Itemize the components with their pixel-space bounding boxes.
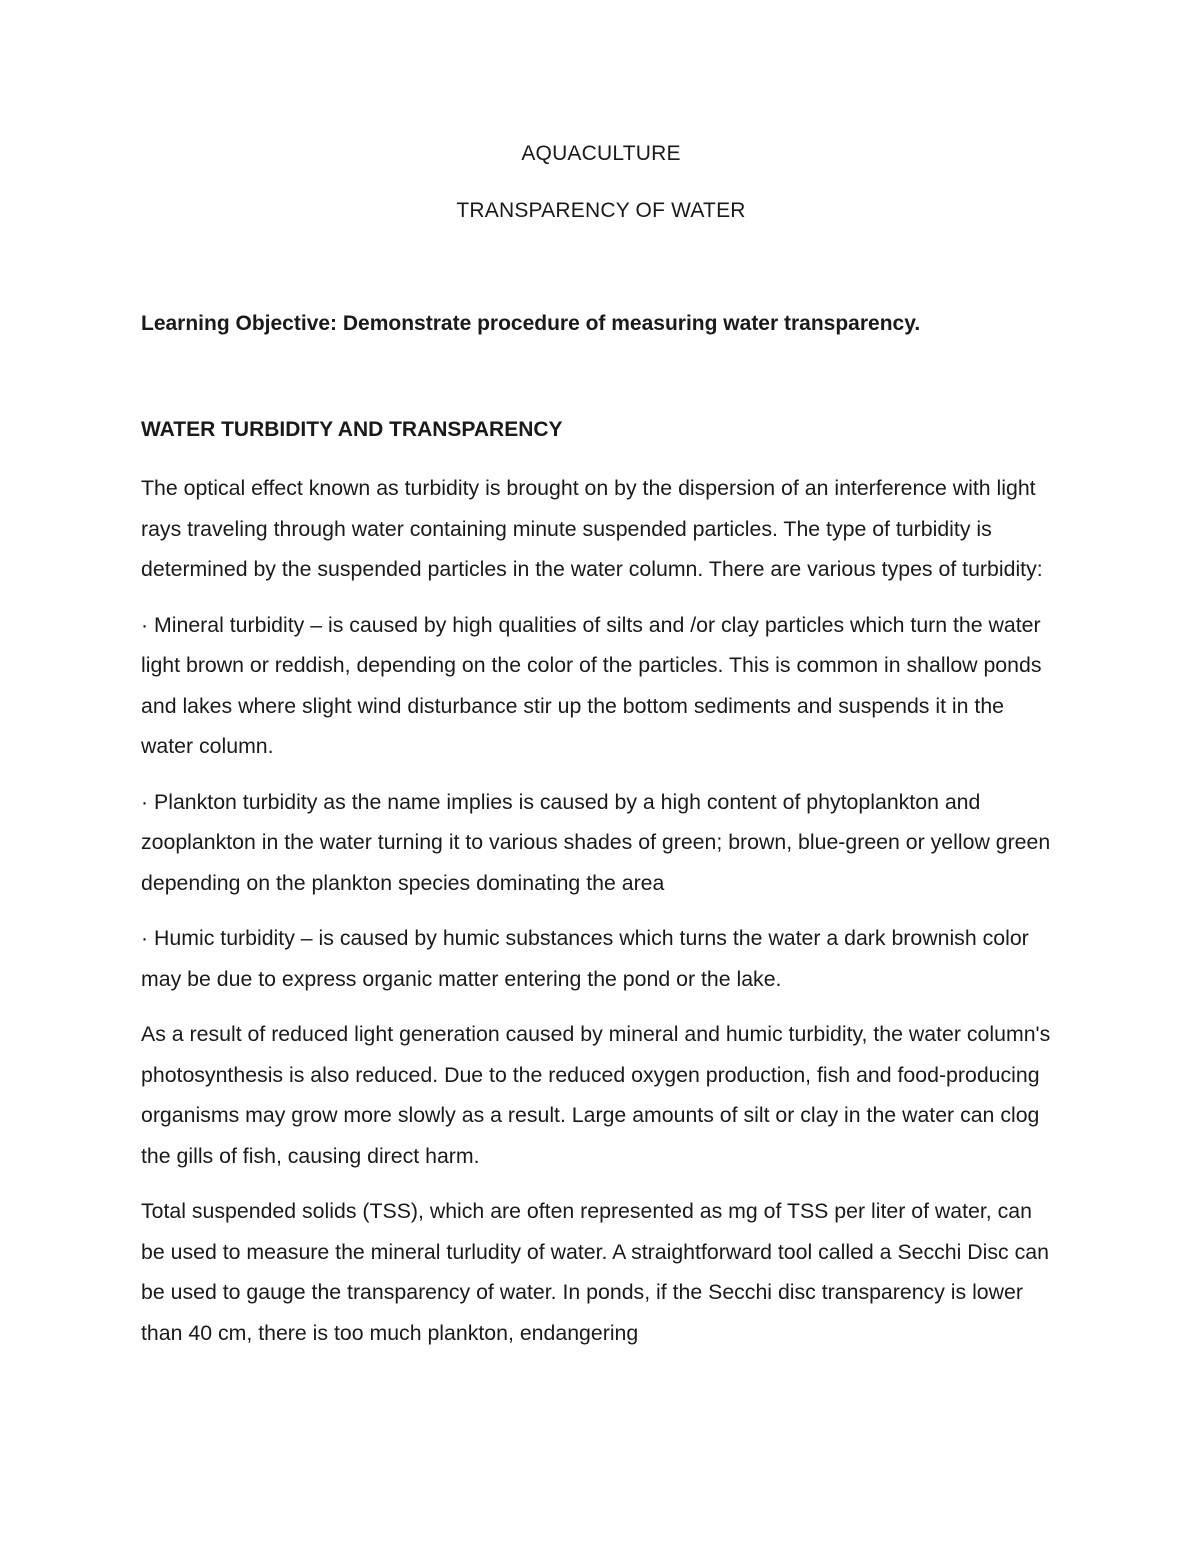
document-subtitle: TRANSPARENCY OF WATER [456,199,746,222]
document-title: AQUACULTURE [521,142,681,165]
section-heading: WATER TURBIDITY AND TRANSPARENCY [141,418,563,441]
paragraph-intro: The optical effect known as turbidity is brought on by the dispersion of an interference with light rays traveling through water containing minute suspended particles. The type of turbidity is determined by the suspended particles in the water column. There are various types of turbidity: [141,476,1043,581]
paragraph-mineral-turbidity: · Mineral turbidity – is caused by high qualities of silts and /or clay particles which turn the water light brown or reddish, depending on the color of the particles. This is common in shallow ponds and lakes where slight wind disturbance stir up the bottom sediments and suspends it in the water column. [141,612,1042,758]
paragraph-plankton-turbidity: · Plankton turbidity as the name implies is caused by a high content of phytoplankton and zooplankton in the water turning it to various shades of green; brown, blue-green or yellow green depending on the plankton species dominating the area [141,789,1051,895]
paragraph-humic-turbidity: · Humic turbidity – is caused by humic substances which turns the water a dark brownish color may be due to express organic matter entering the pond or the lake. [141,926,1029,991]
document-content [141,138,1061,1353]
paragraph-measurement: Total suspended solids (TSS), which are often represented as mg of TSS per liter of water, can be used to measure the mineral turludity of water. A straightforward tool called a Secchi Disc can be used to gauge the transparency of water. In ponds, if the Secchi disc transparency is lower than 40 cm, there is too much plankton, endangering [141,1199,1049,1345]
learning-objective: Learning Objective: Demonstrate procedure of measuring water transparency. [141,312,921,335]
paragraph-effects: As a result of reduced light generation caused by mineral and humic turbidity, the water column's photosynthesis is also reduced. Due to the reduced oxygen production, fish and food-producing organisms may grow more slowly as a result. Large amounts of silt or clay in the water can clog the gills of fish, causing direct harm. [141,1022,1051,1168]
